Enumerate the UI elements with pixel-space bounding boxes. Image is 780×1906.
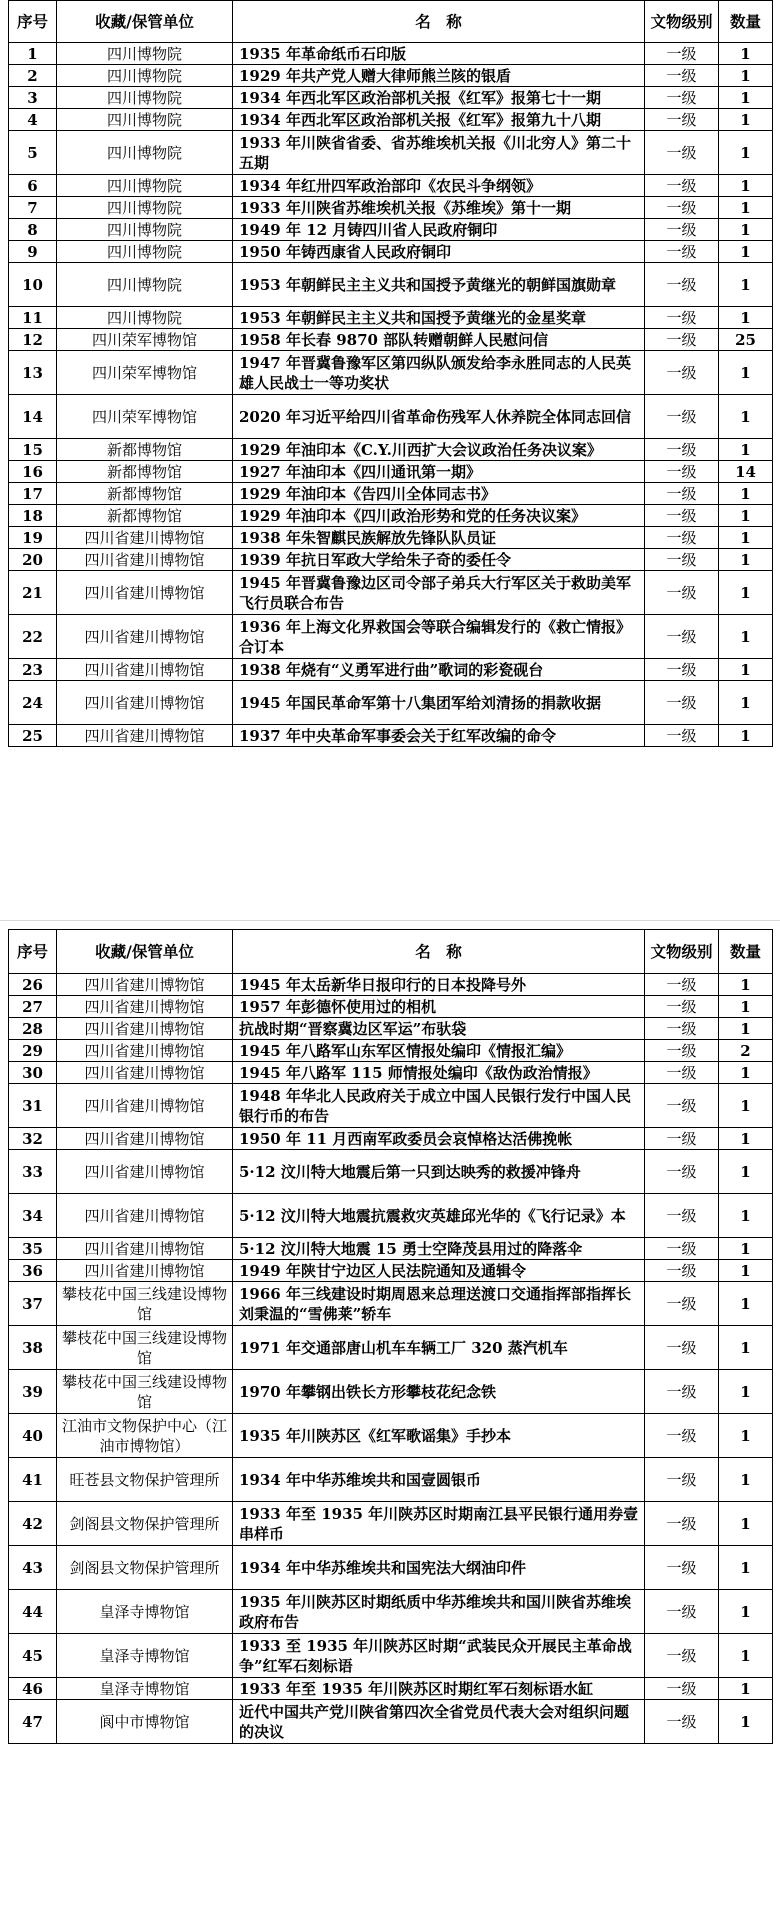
cell-name: 1934 年西北军区政治部机关报《红军》报第九十八期	[233, 109, 645, 131]
cell-level: 一级	[645, 329, 719, 351]
table-row	[9, 1238, 773, 1260]
cell-level: 一级	[645, 1678, 719, 1700]
cell-level: 一级	[645, 1084, 719, 1128]
cell-no: 13	[9, 351, 57, 395]
cell-no: 32	[9, 1128, 57, 1150]
cell-no: 11	[9, 307, 57, 329]
cell-qty: 1	[719, 505, 773, 527]
cell-no: 14	[9, 395, 57, 439]
cell-name: 1950 年 11 月西南军政委员会哀悼格达活佛挽帐	[233, 1128, 645, 1150]
table-row	[9, 615, 773, 659]
cell-level: 一级	[645, 65, 719, 87]
cell-qty: 1	[719, 1128, 773, 1150]
table-row	[9, 65, 773, 87]
table-row	[9, 1062, 773, 1084]
cell-level: 一级	[645, 197, 719, 219]
cell-unit: 四川博物院	[57, 307, 233, 329]
cell-no: 8	[9, 219, 57, 241]
cell-qty: 1	[719, 1590, 773, 1634]
cell-level: 一级	[645, 1194, 719, 1238]
cell-unit: 四川省建川博物馆	[57, 1062, 233, 1084]
cell-qty: 1	[719, 65, 773, 87]
cell-qty: 1	[719, 307, 773, 329]
cell-qty: 1	[719, 659, 773, 681]
table-row	[9, 681, 773, 725]
table-row	[9, 1150, 773, 1194]
cell-name: 1935 年川陕苏区《红军歌谣集》手抄本	[233, 1414, 645, 1458]
cell-qty: 14	[719, 461, 773, 483]
cell-name: 5·12 汶川特大地震 15 勇士空降茂县用过的降落伞	[233, 1238, 645, 1260]
cell-unit: 四川博物院	[57, 65, 233, 87]
cell-qty: 1	[719, 1414, 773, 1458]
cell-unit: 剑阁县文物保护管理所	[57, 1546, 233, 1590]
cell-level: 一级	[645, 219, 719, 241]
cell-unit: 四川省建川博物馆	[57, 615, 233, 659]
cell-level: 一级	[645, 87, 719, 109]
cell-qty: 25	[719, 329, 773, 351]
header-level: 文物级别	[645, 1, 719, 43]
cell-no: 21	[9, 571, 57, 615]
cell-no: 44	[9, 1590, 57, 1634]
header-row	[9, 930, 773, 974]
table-row	[9, 505, 773, 527]
table-row	[9, 1458, 773, 1502]
cell-no: 10	[9, 263, 57, 307]
cell-no: 17	[9, 483, 57, 505]
cell-no: 23	[9, 659, 57, 681]
cell-unit: 新都博物馆	[57, 505, 233, 527]
cell-name: 1929 年共产党人赠大律师熊兰陔的银盾	[233, 65, 645, 87]
cell-unit: 四川省建川博物馆	[57, 974, 233, 996]
cell-name: 1929 年油印本《四川政治形势和党的任务决议案》	[233, 505, 645, 527]
cell-unit: 攀枝花中国三线建设博物馆	[57, 1370, 233, 1414]
cell-name: 1933 年川陕省省委、省苏维埃机关报《川北穷人》第二十五期	[233, 131, 645, 175]
cell-name: 1933 年至 1935 年川陕苏区时期南江县平民银行通用券壹串样币	[233, 1502, 645, 1546]
table-row	[9, 1260, 773, 1282]
cell-qty: 1	[719, 1260, 773, 1282]
cell-name: 1934 年红卅四军政治部印《农民斗争纲领》	[233, 175, 645, 197]
cell-unit: 四川荣军博物馆	[57, 329, 233, 351]
cell-no: 6	[9, 175, 57, 197]
table-row	[9, 241, 773, 263]
cell-qty: 1	[719, 1194, 773, 1238]
cell-no: 7	[9, 197, 57, 219]
cell-level: 一级	[645, 131, 719, 175]
cell-name: 2020 年习近平给四川省革命伤残军人休养院全体同志回信	[233, 395, 645, 439]
table-row	[9, 549, 773, 571]
cell-level: 一级	[645, 1370, 719, 1414]
cell-unit: 四川省建川博物馆	[57, 527, 233, 549]
cell-unit: 四川省建川博物馆	[57, 1260, 233, 1282]
cell-qty: 1	[719, 263, 773, 307]
header-qty: 数量	[719, 1, 773, 43]
cell-level: 一级	[645, 1458, 719, 1502]
cell-unit: 四川省建川博物馆	[57, 1194, 233, 1238]
cell-name: 1970 年攀钢出铁长方形攀枝花纪念铁	[233, 1370, 645, 1414]
cell-level: 一级	[645, 1590, 719, 1634]
cell-name: 1949 年陕甘宁边区人民法院通知及通辑令	[233, 1260, 645, 1282]
cell-qty: 1	[719, 395, 773, 439]
cell-level: 一级	[645, 659, 719, 681]
cell-name: 抗战时期“晋察冀边区军运”布驮袋	[233, 1018, 645, 1040]
cell-level: 一级	[645, 1238, 719, 1260]
cell-name: 1947 年晋冀鲁豫军区第四纵队颁发给李永胜同志的人民英雄人民战士一等功奖状	[233, 351, 645, 395]
cell-level: 一级	[645, 996, 719, 1018]
cell-unit: 四川博物院	[57, 219, 233, 241]
cell-qty: 1	[719, 725, 773, 747]
cell-qty: 1	[719, 1458, 773, 1502]
cell-unit: 四川荣军博物馆	[57, 351, 233, 395]
cell-no: 39	[9, 1370, 57, 1414]
cell-no: 1	[9, 43, 57, 65]
table-row	[9, 1128, 773, 1150]
table-row	[9, 461, 773, 483]
cell-no: 28	[9, 1018, 57, 1040]
cell-unit: 四川荣军博物馆	[57, 395, 233, 439]
header-row	[9, 1, 773, 43]
cell-level: 一级	[645, 1546, 719, 1590]
table-row	[9, 1590, 773, 1634]
header-name: 名 称	[233, 1, 645, 43]
cell-name: 1948 年华北人民政府关于成立中国人民银行发行中国人民银行币的布告	[233, 1084, 645, 1128]
page-divider	[0, 920, 780, 921]
cell-no: 36	[9, 1260, 57, 1282]
table-row	[9, 1040, 773, 1062]
header-no: 序号	[9, 930, 57, 974]
cell-qty: 1	[719, 241, 773, 263]
cell-no: 33	[9, 1150, 57, 1194]
cell-qty: 1	[719, 1150, 773, 1194]
table-row	[9, 659, 773, 681]
cell-no: 3	[9, 87, 57, 109]
table-row	[9, 527, 773, 549]
cell-qty: 1	[719, 1634, 773, 1678]
cell-unit: 新都博物馆	[57, 483, 233, 505]
cell-level: 一级	[645, 263, 719, 307]
header-qty: 数量	[719, 930, 773, 974]
header-unit: 收藏/保管单位	[57, 1, 233, 43]
cell-qty: 1	[719, 974, 773, 996]
cell-level: 一级	[645, 527, 719, 549]
cell-unit: 四川省建川博物馆	[57, 549, 233, 571]
cell-no: 27	[9, 996, 57, 1018]
cell-name: 1933 至 1935 年川陕苏区时期“武装民众开展民主革命战争”红军石刻标语	[233, 1634, 645, 1678]
table-row	[9, 131, 773, 175]
table-row	[9, 996, 773, 1018]
cell-qty: 1	[719, 1370, 773, 1414]
cell-name: 1945 年国民革命军第十八集团军给刘清扬的捐款收据	[233, 681, 645, 725]
header-unit: 收藏/保管单位	[57, 930, 233, 974]
cell-unit: 四川省建川博物馆	[57, 1040, 233, 1062]
cell-name: 1933 年川陕省苏维埃机关报《苏维埃》第十一期	[233, 197, 645, 219]
cell-unit: 新都博物馆	[57, 461, 233, 483]
cell-unit: 四川省建川博物馆	[57, 681, 233, 725]
table-row	[9, 87, 773, 109]
table-row	[9, 1194, 773, 1238]
cell-name: 1950 年铸西康省人民政府铜印	[233, 241, 645, 263]
cell-name: 5·12 汶川特大地震后第一只到达映秀的救援冲锋舟	[233, 1150, 645, 1194]
cell-no: 40	[9, 1414, 57, 1458]
header-name: 名 称	[233, 930, 645, 974]
cell-unit: 皇泽寺博物馆	[57, 1678, 233, 1700]
table-row	[9, 1634, 773, 1678]
table-row	[9, 1700, 773, 1744]
cell-no: 31	[9, 1084, 57, 1128]
cell-qty: 1	[719, 1018, 773, 1040]
table-row	[9, 1326, 773, 1370]
table-row	[9, 1678, 773, 1700]
cell-level: 一级	[645, 1282, 719, 1326]
cell-no: 22	[9, 615, 57, 659]
cell-level: 一级	[645, 505, 719, 527]
cell-qty: 1	[719, 131, 773, 175]
cell-no: 4	[9, 109, 57, 131]
cell-no: 35	[9, 1238, 57, 1260]
cell-level: 一级	[645, 395, 719, 439]
table-row	[9, 307, 773, 329]
cell-unit: 四川博物院	[57, 43, 233, 65]
table-row	[9, 263, 773, 307]
cell-unit: 四川省建川博物馆	[57, 725, 233, 747]
cell-no: 41	[9, 1458, 57, 1502]
cell-qty: 1	[719, 1502, 773, 1546]
cell-unit: 皇泽寺博物馆	[57, 1634, 233, 1678]
cell-no: 38	[9, 1326, 57, 1370]
cell-no: 25	[9, 725, 57, 747]
cell-name: 1938 年朱智麒民族解放先锋队队员证	[233, 527, 645, 549]
cell-name: 1927 年油印本《四川通讯第一期》	[233, 461, 645, 483]
table-row	[9, 1084, 773, 1128]
table-row	[9, 351, 773, 395]
cell-qty: 1	[719, 43, 773, 65]
cell-level: 一级	[645, 351, 719, 395]
cell-qty: 1	[719, 1238, 773, 1260]
cell-level: 一级	[645, 1634, 719, 1678]
cell-qty: 1	[719, 87, 773, 109]
table-row	[9, 175, 773, 197]
cell-no: 12	[9, 329, 57, 351]
cell-unit: 皇泽寺博物馆	[57, 1590, 233, 1634]
cell-name: 1935 年革命纸币石印版	[233, 43, 645, 65]
cell-level: 一级	[645, 109, 719, 131]
cell-qty: 1	[719, 549, 773, 571]
cell-qty: 1	[719, 527, 773, 549]
cell-no: 29	[9, 1040, 57, 1062]
cell-unit: 剑阁县文物保护管理所	[57, 1502, 233, 1546]
cell-unit: 四川博物院	[57, 109, 233, 131]
cell-unit: 阆中市博物馆	[57, 1700, 233, 1744]
cell-level: 一级	[645, 43, 719, 65]
table-row	[9, 974, 773, 996]
cell-qty: 1	[719, 439, 773, 461]
cell-no: 24	[9, 681, 57, 725]
cell-unit: 四川省建川博物馆	[57, 1128, 233, 1150]
cell-unit: 旺苍县文物保护管理所	[57, 1458, 233, 1502]
cell-unit: 攀枝花中国三线建设博物馆	[57, 1282, 233, 1326]
cell-qty: 1	[719, 996, 773, 1018]
cell-unit: 四川博物院	[57, 131, 233, 175]
cell-unit: 四川博物院	[57, 263, 233, 307]
cell-unit: 四川省建川博物馆	[57, 1084, 233, 1128]
cell-level: 一级	[645, 571, 719, 615]
cell-name: 1945 年八路军 115 师情报处编印《敌伪政治情报》	[233, 1062, 645, 1084]
cell-name: 1938 年烧有“义勇军进行曲”歌词的彩瓷砚台	[233, 659, 645, 681]
table-row	[9, 395, 773, 439]
cell-no: 16	[9, 461, 57, 483]
cell-qty: 1	[719, 1546, 773, 1590]
table-row	[9, 197, 773, 219]
table-row	[9, 1502, 773, 1546]
cell-unit: 四川省建川博物馆	[57, 571, 233, 615]
cell-qty: 2	[719, 1040, 773, 1062]
cell-qty: 1	[719, 1062, 773, 1084]
relics-table-part-2	[8, 929, 772, 1744]
cell-name: 1949 年 12 月铸四川省人民政府铜印	[233, 219, 645, 241]
table-row	[9, 439, 773, 461]
cell-level: 一级	[645, 1260, 719, 1282]
cell-qty: 1	[719, 681, 773, 725]
cell-name: 1945 年晋冀鲁豫边区司令部子弟兵大行军区关于救助美军飞行员联合布告	[233, 571, 645, 615]
cell-name: 1958 年长春 9870 部队转赠朝鲜人民慰问信	[233, 329, 645, 351]
table-row	[9, 219, 773, 241]
cell-unit: 四川省建川博物馆	[57, 996, 233, 1018]
cell-name: 1945 年太岳新华日报印行的日本投降号外	[233, 974, 645, 996]
cell-name: 1934 年中华苏维埃共和国壹圆银币	[233, 1458, 645, 1502]
cell-qty: 1	[719, 109, 773, 131]
cell-unit: 四川省建川博物馆	[57, 659, 233, 681]
cell-no: 34	[9, 1194, 57, 1238]
cell-level: 一级	[645, 1040, 719, 1062]
cell-unit: 四川省建川博物馆	[57, 1238, 233, 1260]
cell-unit: 新都博物馆	[57, 439, 233, 461]
cell-no: 26	[9, 974, 57, 996]
cell-level: 一级	[645, 1326, 719, 1370]
cell-level: 一级	[645, 241, 719, 263]
cell-name: 1935 年川陕苏区时期纸质中华苏维埃共和国川陕省苏维埃政府布告	[233, 1590, 645, 1634]
cell-unit: 四川博物院	[57, 175, 233, 197]
cell-level: 一级	[645, 974, 719, 996]
cell-name: 1934 年中华苏维埃共和国宪法大纲油印件	[233, 1546, 645, 1590]
cell-qty: 1	[719, 351, 773, 395]
cell-name: 1929 年油印本《C.Y.川西扩大会议政治任务决议案》	[233, 439, 645, 461]
cell-level: 一级	[645, 615, 719, 659]
cell-name: 1937 年中央革命军事委会关于红军改编的命令	[233, 725, 645, 747]
cell-unit: 江油市文物保护中心（江油市博物馆）	[57, 1414, 233, 1458]
cell-level: 一级	[645, 1128, 719, 1150]
cell-name: 1971 年交通部唐山机车车辆工厂 320 蒸汽机车	[233, 1326, 645, 1370]
table-row	[9, 1018, 773, 1040]
cell-level: 一级	[645, 1018, 719, 1040]
cell-level: 一级	[645, 483, 719, 505]
cell-name: 1966 年三线建设时期周恩来总理送渡口交通指挥部指挥长刘秉温的“雪佛莱”轿车	[233, 1282, 645, 1326]
cell-level: 一级	[645, 307, 719, 329]
cell-no: 2	[9, 65, 57, 87]
cell-no: 30	[9, 1062, 57, 1084]
cell-qty: 1	[719, 615, 773, 659]
table	[8, 929, 773, 1744]
cell-no: 46	[9, 1678, 57, 1700]
cell-no: 42	[9, 1502, 57, 1546]
cell-unit: 四川省建川博物馆	[57, 1150, 233, 1194]
cell-no: 19	[9, 527, 57, 549]
table-row	[9, 483, 773, 505]
relics-table-part-1	[8, 0, 772, 747]
cell-level: 一级	[645, 439, 719, 461]
cell-qty: 1	[719, 571, 773, 615]
table	[8, 0, 773, 747]
cell-level: 一级	[645, 461, 719, 483]
cell-no: 45	[9, 1634, 57, 1678]
header-no: 序号	[9, 1, 57, 43]
cell-level: 一级	[645, 681, 719, 725]
table-row	[9, 725, 773, 747]
cell-qty: 1	[719, 197, 773, 219]
table-row	[9, 109, 773, 131]
cell-name: 1945 年八路军山东军区情报处编印《情报汇编》	[233, 1040, 645, 1062]
cell-level: 一级	[645, 549, 719, 571]
cell-no: 20	[9, 549, 57, 571]
cell-no: 37	[9, 1282, 57, 1326]
cell-name: 1933 年至 1935 年川陕苏区时期红军石刻标语水缸	[233, 1678, 645, 1700]
cell-unit: 四川博物院	[57, 241, 233, 263]
cell-level: 一级	[645, 1414, 719, 1458]
table-row	[9, 43, 773, 65]
table-row	[9, 1414, 773, 1458]
header-level: 文物级别	[645, 930, 719, 974]
cell-unit: 四川博物院	[57, 87, 233, 109]
cell-level: 一级	[645, 1150, 719, 1194]
table-row	[9, 1282, 773, 1326]
cell-level: 一级	[645, 725, 719, 747]
cell-level: 一级	[645, 1700, 719, 1744]
cell-no: 15	[9, 439, 57, 461]
cell-no: 5	[9, 131, 57, 175]
cell-qty: 1	[719, 1326, 773, 1370]
table-row	[9, 1370, 773, 1414]
cell-qty: 1	[719, 1678, 773, 1700]
table-row	[9, 571, 773, 615]
cell-name: 1939 年抗日军政大学给朱子奇的委任令	[233, 549, 645, 571]
cell-name: 近代中国共产党川陕省第四次全省党员代表大会对组织问题的决议	[233, 1700, 645, 1744]
cell-level: 一级	[645, 1502, 719, 1546]
cell-name: 1936 年上海文化界救国会等联合编辑发行的《救亡情报》合订本	[233, 615, 645, 659]
cell-qty: 1	[719, 175, 773, 197]
table-row	[9, 329, 773, 351]
cell-name: 5·12 汶川特大地震抗震救灾英雄邱光华的《飞行记录》本	[233, 1194, 645, 1238]
cell-qty: 1	[719, 1084, 773, 1128]
cell-no: 47	[9, 1700, 57, 1744]
cell-name: 1929 年油印本《告四川全体同志书》	[233, 483, 645, 505]
cell-name: 1934 年西北军区政治部机关报《红军》报第七十一期	[233, 87, 645, 109]
cell-qty: 1	[719, 483, 773, 505]
cell-qty: 1	[719, 1700, 773, 1744]
cell-no: 43	[9, 1546, 57, 1590]
cell-no: 9	[9, 241, 57, 263]
table-row	[9, 1546, 773, 1590]
cell-name: 1953 年朝鲜民主主义共和国授予黄继光的金星奖章	[233, 307, 645, 329]
cell-name: 1953 年朝鲜民主主义共和国授予黄继光的朝鲜国旗勋章	[233, 263, 645, 307]
cell-unit: 四川博物院	[57, 197, 233, 219]
cell-unit: 攀枝花中国三线建设博物馆	[57, 1326, 233, 1370]
cell-name: 1957 年彭德怀使用过的相机	[233, 996, 645, 1018]
cell-qty: 1	[719, 1282, 773, 1326]
cell-unit: 四川省建川博物馆	[57, 1018, 233, 1040]
cell-level: 一级	[645, 1062, 719, 1084]
cell-level: 一级	[645, 175, 719, 197]
cell-no: 18	[9, 505, 57, 527]
cell-qty: 1	[719, 219, 773, 241]
